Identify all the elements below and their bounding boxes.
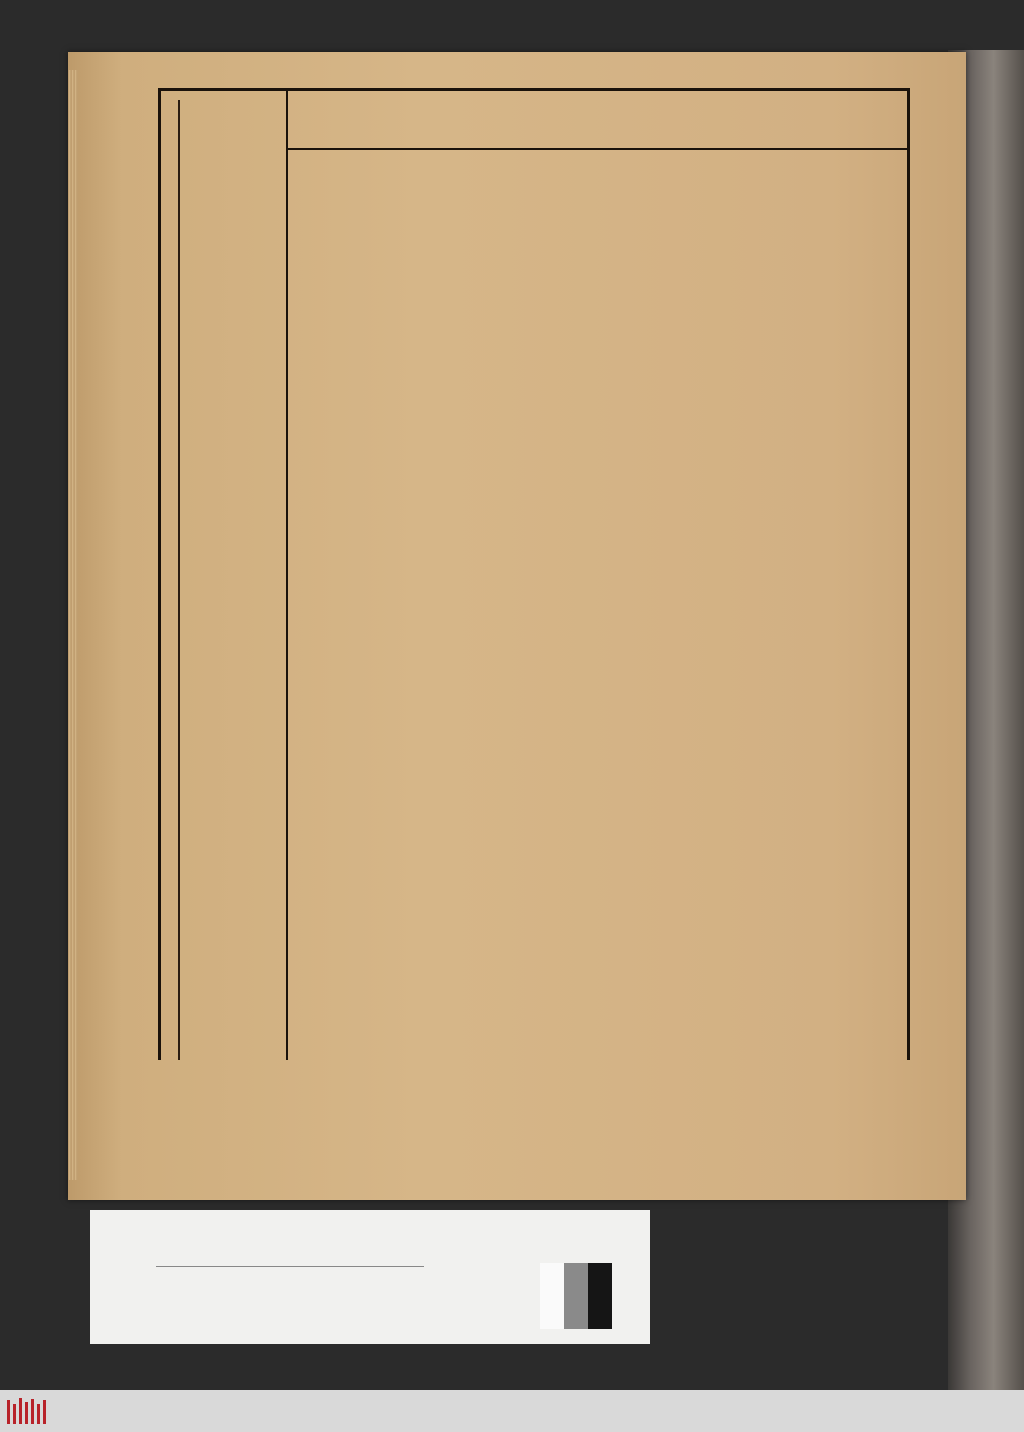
page-frame-right-rule	[907, 88, 910, 1060]
page-frame-left-rule	[158, 88, 161, 1060]
black-patch	[588, 1263, 612, 1329]
margin-column-rule	[286, 88, 288, 1060]
footer-bar	[0, 1390, 1024, 1432]
margin-inner-rule	[178, 100, 180, 1060]
ruler-numbers	[150, 1300, 440, 1330]
ornament-border	[156, 1080, 912, 1128]
hab-logo-icon	[6, 1396, 48, 1426]
white-patch	[540, 1263, 564, 1329]
ruler-baseline	[156, 1266, 424, 1267]
color-calibration-bar	[90, 1210, 650, 1344]
page-edge	[68, 70, 78, 1180]
book-page	[68, 52, 966, 1200]
gray-patch	[564, 1263, 588, 1329]
page-frame-top-rule	[158, 88, 910, 91]
header-rule	[288, 148, 908, 150]
ruler-scale	[156, 1268, 424, 1298]
